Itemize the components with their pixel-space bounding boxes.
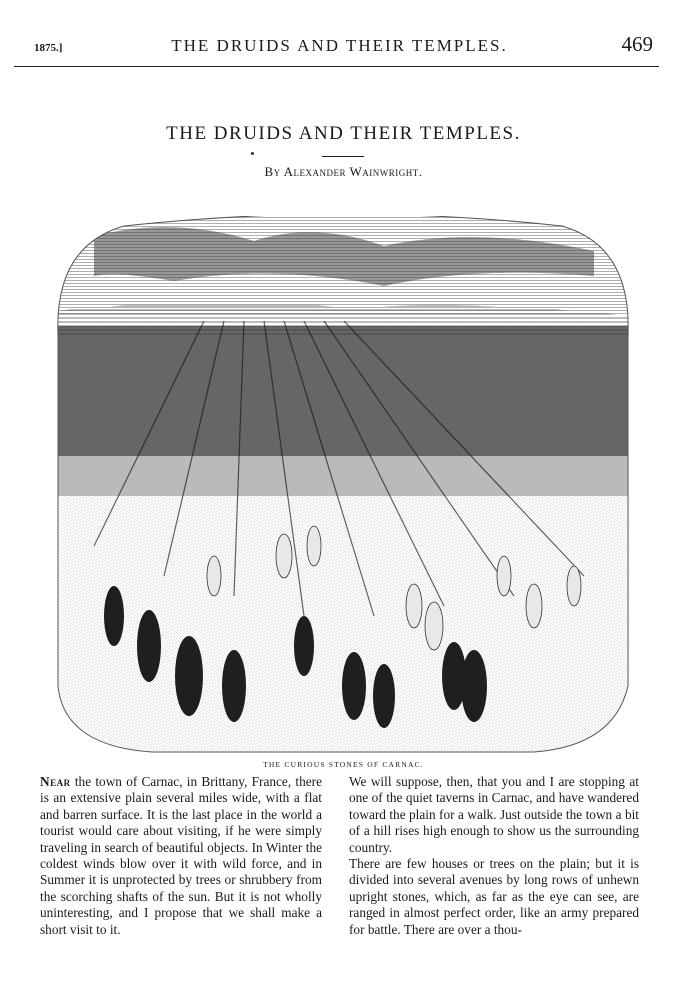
running-header [22,30,657,66]
article-byline: By Alexander Wainwright. [264,164,423,179]
header-running-title: THE DRUIDS AND THEIR TEMPLES. [171,36,508,55]
paragraph-text: the town of Carnac, in Brittany, France, there is an extensive plain several miles wide, with a flat and barren surface. It is the last place in the world a tourist would care about visiting, if he were simply traveling in search of beautiful objects. In Winter the coldest winds blow over it with wild force, and in Summer it is unprotected by trees or shrubbery from the scorching shafts of the sun. But it is not wholly uninteresting, and I propose that we shall make a short visit to it. [40,774,322,937]
ornament-dot [251,152,254,155]
lead-word: Near [40,774,71,789]
title-rule [322,156,364,157]
illustration-caption: THE CURIOUS STONES OF CARNAC. [263,760,424,769]
paragraph: There are few houses or trees on the plain; but it is divided into several avenues by long rows of unhewn upright stones, which, as far as the eye can see, are ranged in almost perfect order, like an army prepared for battle. There are over a thou- [349,856,639,937]
paragraph [40,774,322,938]
paragraph: We will suppose, then, that you and I are stopping at one of the quiet taverns in Carnac, and have wandered toward the plain for a walk. Just outside the town a bit of a hill rises high enough to show us the surrounding country. [349,774,639,855]
page-number: 469 [621,32,653,56]
body-column-right [349,774,639,938]
engraving-carnac-stones [54,216,632,756]
header-rule [14,66,659,67]
body-column-left [40,774,322,938]
article-title: THE DRUIDS AND THEIR TEMPLES. [166,123,521,144]
header-date: 1875.] [34,42,63,54]
